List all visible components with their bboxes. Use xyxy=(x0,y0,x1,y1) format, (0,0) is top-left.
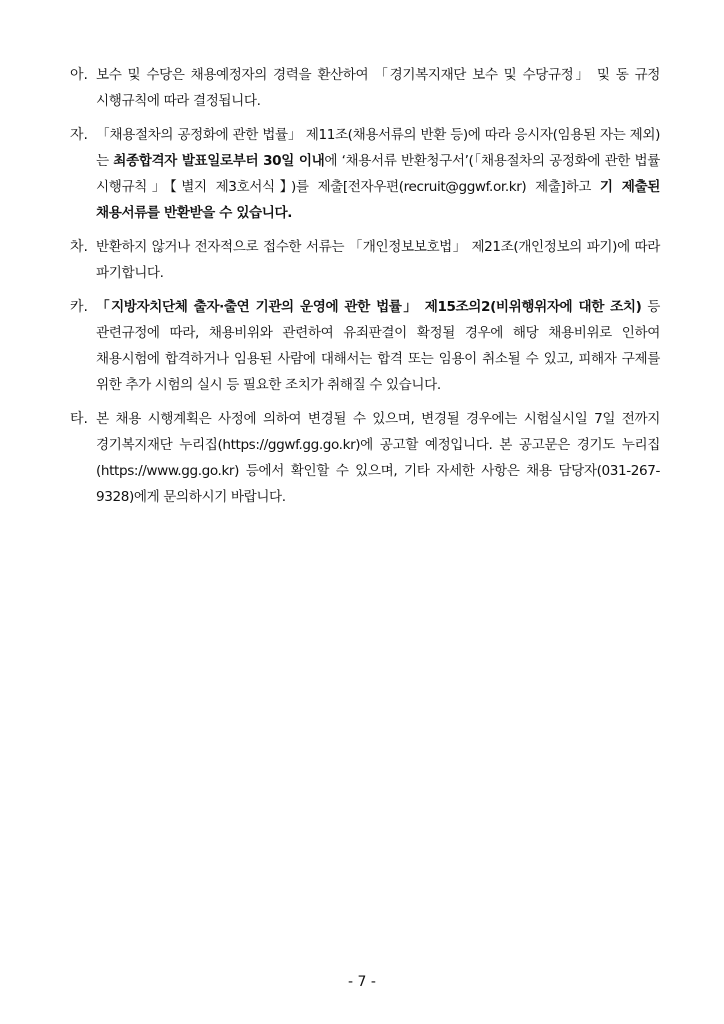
notice-item-d xyxy=(70,294,660,398)
item-text-bold: 「지방자치단체 출자·출연 기관의 운영에 관한 법률」 제15조의2(비위행위자에 대한 조치) xyxy=(96,299,642,315)
item-body xyxy=(96,234,660,286)
notice-item-list xyxy=(70,62,660,518)
item-text: 본 채용 시행계획은 사정에 의하여 변경될 수 있으며, 변경될 경우에는 시험실시일 7일 전까지 경기복지재단 누리집(https://ggwf.gg.go.kr)에 공고할 예정입니다. 본 공고문은 경기도 누리집(https://www.gg.go.kr) 등에서 확인할 수 있으며, 기타 자세한 사항은 채용 담당자(031-267-9328)에게 문의하시기 바랍니다. xyxy=(96,411,660,505)
item-text: 「채용절차의 공정화에 관한 법률」 제11조(채용서류의 반환 등)에 따라 응시자(임용된 자는 제외)는 xyxy=(96,127,660,169)
item-body xyxy=(96,62,660,114)
item-marker: 차. xyxy=(70,239,88,255)
notice-item-b xyxy=(70,122,660,226)
item-text: 등 관련규정에 따라, 채용비위와 관련하여 유죄판결이 확정될 경우에 해당 채용비위로 인하여 채용시험에 합격하거나 임용된 사람에 대해서는 합격 또는 임용이 취소될 수 있고, 피해자 구제를 위한 추가 시험의 실시 등 필요한 조치가 취해질 수 있습니다. xyxy=(96,299,660,393)
item-body xyxy=(96,122,660,226)
notice-item-c xyxy=(70,234,660,286)
item-text: 보수 및 수당은 채용예정자의 경력을 환산하여 「경기복지재단 보수 및 수당규정」 및 동 규정 시행규칙에 따라 결정됩니다. xyxy=(96,67,660,109)
page-number: - 7 - xyxy=(348,974,376,990)
item-text: 반환하지 않거나 전자적으로 접수한 서류는 「개인정보보호법」 제21조(개인정보의 파기)에 따라 파기합니다. xyxy=(96,239,660,281)
item-marker: 카. xyxy=(70,299,88,315)
item-body xyxy=(96,406,660,510)
item-body xyxy=(96,294,660,398)
notice-item-a xyxy=(70,62,660,114)
item-text-bold: 최종합격자 발표일로부터 30일 이내 xyxy=(113,153,325,169)
item-marker: 자. xyxy=(70,127,88,143)
item-marker: 아. xyxy=(70,67,88,83)
item-text: 에 ‘채용서류 반환청구서’(「채용절차의 공정화에 관한 법률 시행규칙」【별지 제3호서식】)를 제출[전자우편(recruit@ggwf.or.kr) 제출]하고 xyxy=(96,153,661,195)
notice-item-e xyxy=(70,406,660,510)
item-text-bold: 기 제출된 채용서류를 반환받을 수 있습니다. xyxy=(96,179,660,221)
item-marker: 타. xyxy=(70,411,88,427)
